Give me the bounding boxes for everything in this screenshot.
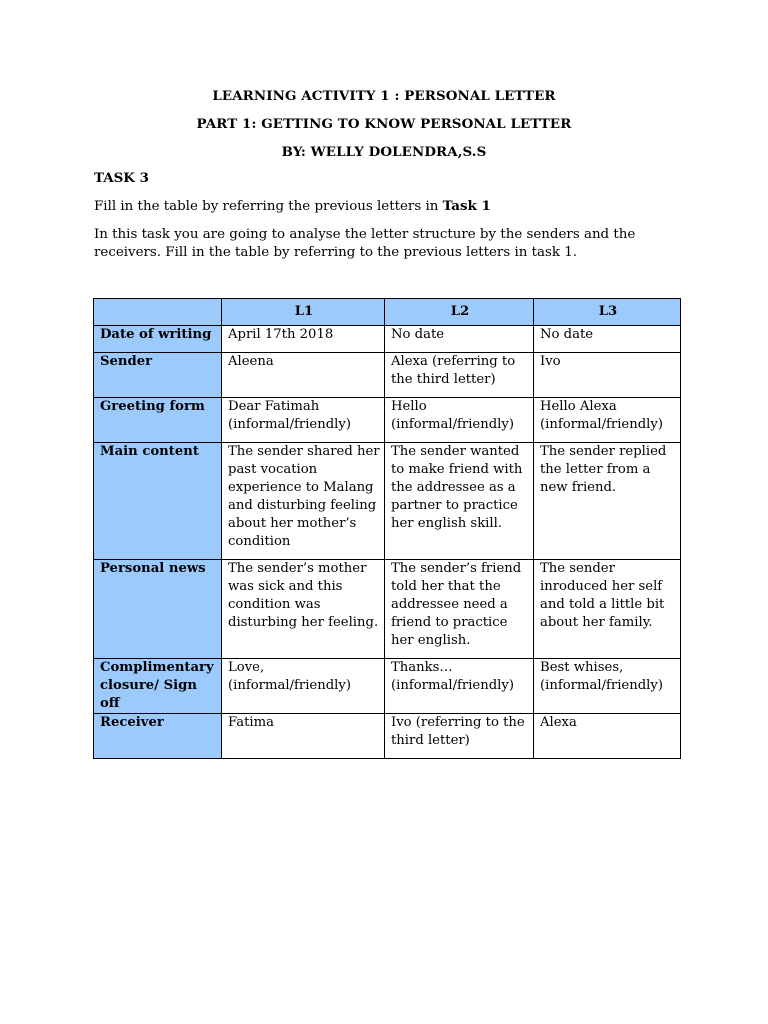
document-title: LEARNING ACTIVITY 1 : PERSONAL LETTER (212, 88, 556, 104)
table-cell: No date (385, 326, 534, 353)
table-cell: Alexa (referring to the third letter) (385, 353, 534, 398)
table-cell: The sender’s friend told her that the addressee need a friend to practice her english. (385, 560, 534, 659)
table-header-row (94, 299, 681, 326)
column-header-l3: L3 (534, 299, 681, 326)
table-row-complimentary-closure (94, 659, 681, 714)
column-header-l2: L2 (385, 299, 534, 326)
instruction-text: Fill in the table by referring the previous letters in (94, 199, 443, 214)
table-cell: The sender shared her past vocation experience to Malang and disturbing feeling about her mother’s condition (222, 443, 385, 560)
table-cell: Fatima (222, 714, 385, 759)
row-label: Receiver (94, 714, 222, 759)
table-cell: Ivo (534, 353, 681, 398)
table-cell: The sender replied the letter from a new friend. (534, 443, 681, 560)
table-row-greeting-form (94, 398, 681, 443)
table-cell: April 17th 2018 (222, 326, 385, 353)
table-cell: Thanks… (informal/friendly) (385, 659, 534, 714)
table-row-main-content (94, 443, 681, 560)
instruction-fill-table (94, 198, 491, 214)
row-label: Main content (94, 443, 222, 560)
document-part-title: PART 1: GETTING TO KNOW PERSONAL LETTER (196, 116, 572, 132)
table-row-date-of-writing (94, 326, 681, 353)
table-cell: Dear Fatimah (informal/friendly) (222, 398, 385, 443)
row-label: Complimentary closure/ Sign off (94, 659, 222, 714)
row-label: Greeting form (94, 398, 222, 443)
document-author: BY: WELLY DOLENDRA,S.S (281, 144, 487, 160)
row-label: Sender (94, 353, 222, 398)
instruction-analyse: In this task you are going to analyse the letter structure by the senders and the receivers. Fill in the table by referring to the previous letters in task 1. (94, 227, 636, 260)
row-label: Date of writing (94, 326, 222, 353)
table-row-personal-news (94, 560, 681, 659)
letter-analysis-table (93, 298, 681, 759)
table-row-receiver (94, 714, 681, 759)
instruction-bold-ref: Task 1 (442, 198, 491, 214)
table-cell: Aleena (222, 353, 385, 398)
column-header-l1: L1 (222, 299, 385, 326)
table-cell: The sender wanted to make friend with the addressee as a partner to practice her english skill. (385, 443, 534, 560)
table-cell: No date (534, 326, 681, 353)
table-corner-cell (94, 299, 222, 326)
row-label: Personal news (94, 560, 222, 659)
table-cell: Hello (informal/friendly) (385, 398, 534, 443)
table-cell: Hello Alexa (informal/friendly) (534, 398, 681, 443)
table-cell: The sender inroduced her self and told a little bit about her family. (534, 560, 681, 659)
table-cell: Ivo (referring to the third letter) (385, 714, 534, 759)
table-cell: The sender’s mother was sick and this condition was disturbing her feeling. (222, 560, 385, 659)
task-label: TASK 3 (94, 170, 149, 186)
table-cell: Alexa (534, 714, 681, 759)
table-cell: Best whises, (informal/friendly) (534, 659, 681, 714)
table-row-sender (94, 353, 681, 398)
table-cell: Love, (informal/friendly) (222, 659, 385, 714)
